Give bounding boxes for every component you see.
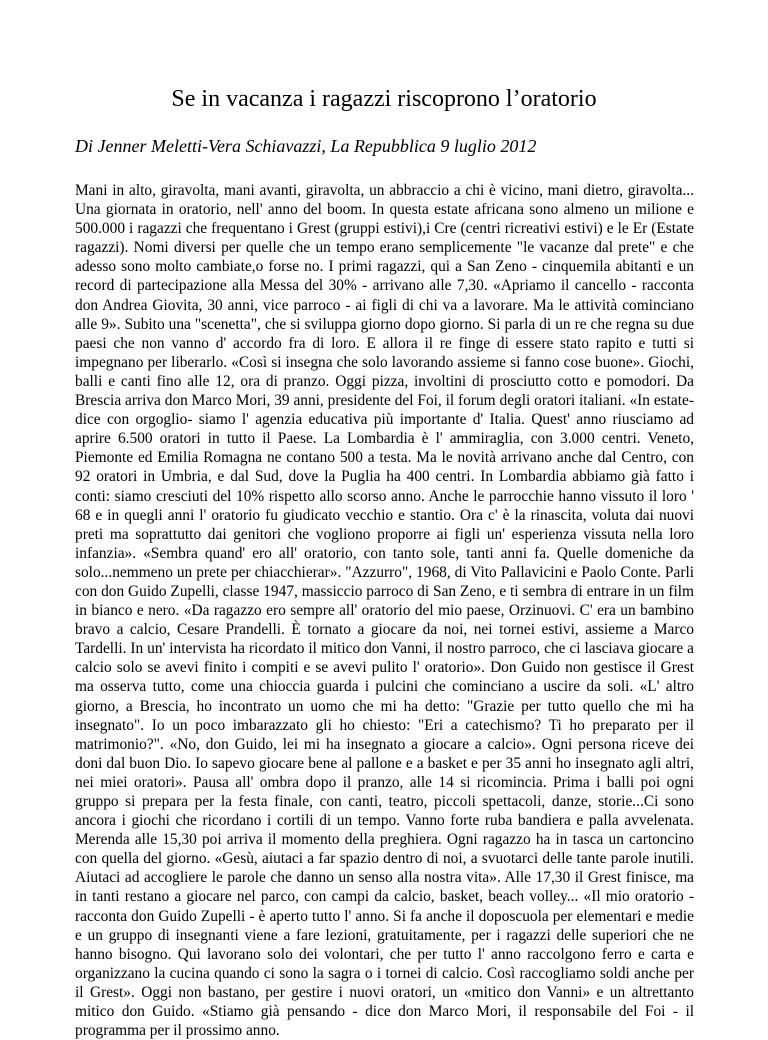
article-title: Se in vacanza i ragazzi riscoprono l’oratorio bbox=[171, 86, 597, 112]
article-body: Mani in alto, giravolta, mani avanti, giravolta, un abbraccio a chi è vicino, mani dietro, giravolta... Una giornata in oratorio, nell' anno del boom. In questa estate africana sono almeno un milione e 500.000 i ragazzi che frequentano i Grest (gruppi estivi),i Cre (centri ricreativi estivi) e le Er (Estate ragazzi). Nomi diversi per quelle che un tempo erano semplicemente "le vacanze dal prete" e che adesso sono molto cambiate,o forse no. I primi ragazzi, qui a San Zeno - cinquemila abitanti e un record di partecipazione alla Messa del 30% - arrivano alle 7,30. «Apriamo il cancello - racconta don Andrea Giovita, 30 anni, vice parroco - ai figli di chi va a lavorare. Ma le attività cominciano alle 9». Subito una "scenetta", che si sviluppa giorno dopo giorno. Si parla di un re che regna su due paesi che non vanno d' accordo fra di loro. E allora il re finge di essere stato rapito e tutti si impegnano per liberarlo. «Così si insegna che solo lavorando assieme si fanno cose buone». Giochi, balli e canti fino alle 12, ora di pranzo. Oggi pizza, involtini di prosciutto cotto e pomodori. Da Brescia arriva don Marco Mori, 39 anni, presidente del Foi, il forum degli oratori italiani. «In estate- dice con orgoglio- siamo l' agenzia educativa più importante d' Italia. Quest' anno riusciamo ad aprire 6.500 oratori in tutto il Paese. La Lombardia è l' ammiraglia, con 3.000 centri. Veneto, Piemonte ed Emilia Romagna ne contano 500 a testa. Ma le novità arrivano anche dal Centro, con 92 oratori in Umbria, e dal Sud, dove la Puglia ha 400 centri. In Lombardia abbiamo già fatto i conti: siamo cresciuti del 10% rispetto allo scorso anno. Anche le parrocchie hanno vissuto il loro ' 68 e in quegli anni l' oratorio fu giudicato vecchio e stantio. Ora c' è la rinascita, voluta dai nuovi preti ma soprattutto dai genitori che vogliono proporre ai figli un' esperienza vissuta nella loro infanzia». «Sembra quand' ero all' oratorio, con tanto sole, tanti anni fa. Quelle domeniche da solo...nemmeno un prete per chiacchierar». "Azzurro", 1968, di Vito Pallavicini e Paolo Conte. Parli con don Guido Zupelli, classe 1947, massiccio parroco di San Zeno, e ti sembra di entrare in un film in bianco e nero. «Da ragazzo ero sempre all' oratorio del mio paese, Orzinuovi. C' era un bambino bravo a calcio, Cesare Prandelli. È tornato a giocare da noi, nei tornei estivi, assieme a Marco Tardelli. In un' intervista ha ricordato il mitico don Vanni, il nostro parroco, che ci lasciava giocare a calcio solo se avevi finito i compiti e se avevi pulito l' oratorio». Don Guido non gestisce il Grest ma osserva tutto, come una chioccia guarda i pulcini che cominciano a uscire da soli. «L' altro giorno, a Brescia, ho incontrato un uomo che mi ha detto: "Grazie per tutto quello che mi ha insegnato". Io un poco imbarazzato gli ho chiesto: "Eri a catechismo? Ti ho preparato per il matrimonio?". «No, don Guido, lei mi ha insegnato a giocare a calcio». Ogni persona riceve dei doni dal buon Dio. Io sapevo giocare bene al pallone e a basket e per 35 anni ho insegnato agli altri, nei miei oratori». Pausa all' ombra dopo il pranzo, alle 14 si ricomincia. Prima i balli poi ogni gruppo si prepara per la festa finale, con canti, teatro, piccoli spettacoli, danze, storie...Ci sono ancora i giochi che ricordano i cortili di un tempo. Vanno forte ruba bandiera e palla avvelenata. Merenda alle 15,30 poi arriva il momento della preghiera. Ogni ragazzo ha in tasca un cartoncino con quella del giorno. «Gesù, aiutaci a far spazio dentro di noi, a svuotarci delle tante parole inutili. Aiutaci ad accogliere le parole che danno un senso alla nostra vita». Alle 17,30 il Grest finisce, ma in tanti restano a giocare nel parco, con campi da calcio, basket, beach volley... «Il mio oratorio - racconta don Guido Zupelli - è aperto tutto l' anno. Si fa anche il doposcuola per elementari e medie e un gruppo di insegnanti viene a fare lezioni, gratuitamente, per i ragazzi delle superiori che ne hanno bisogno. Qui lavorano solo dei volontari, che per tutto l' anno raccolgono ferro e carta e organizzano la cucina quando ci sono la sagra o i tornei di calcio. Così raccogliamo soldi anche per il Grest». Oggi non bastano, per gestire i nuovi oratori, un «mitico don Vanni» e un altrettanto mitico don Guido. «Stiamo già pensando - dice don Marco Mori, il responsabile del Foi - il programma per il prossimo anno. bbox=[75, 182, 694, 1040]
article-byline: Di Jenner Meletti-Vera Schiavazzi, La Repubblica 9 luglio 2012 bbox=[75, 136, 537, 156]
